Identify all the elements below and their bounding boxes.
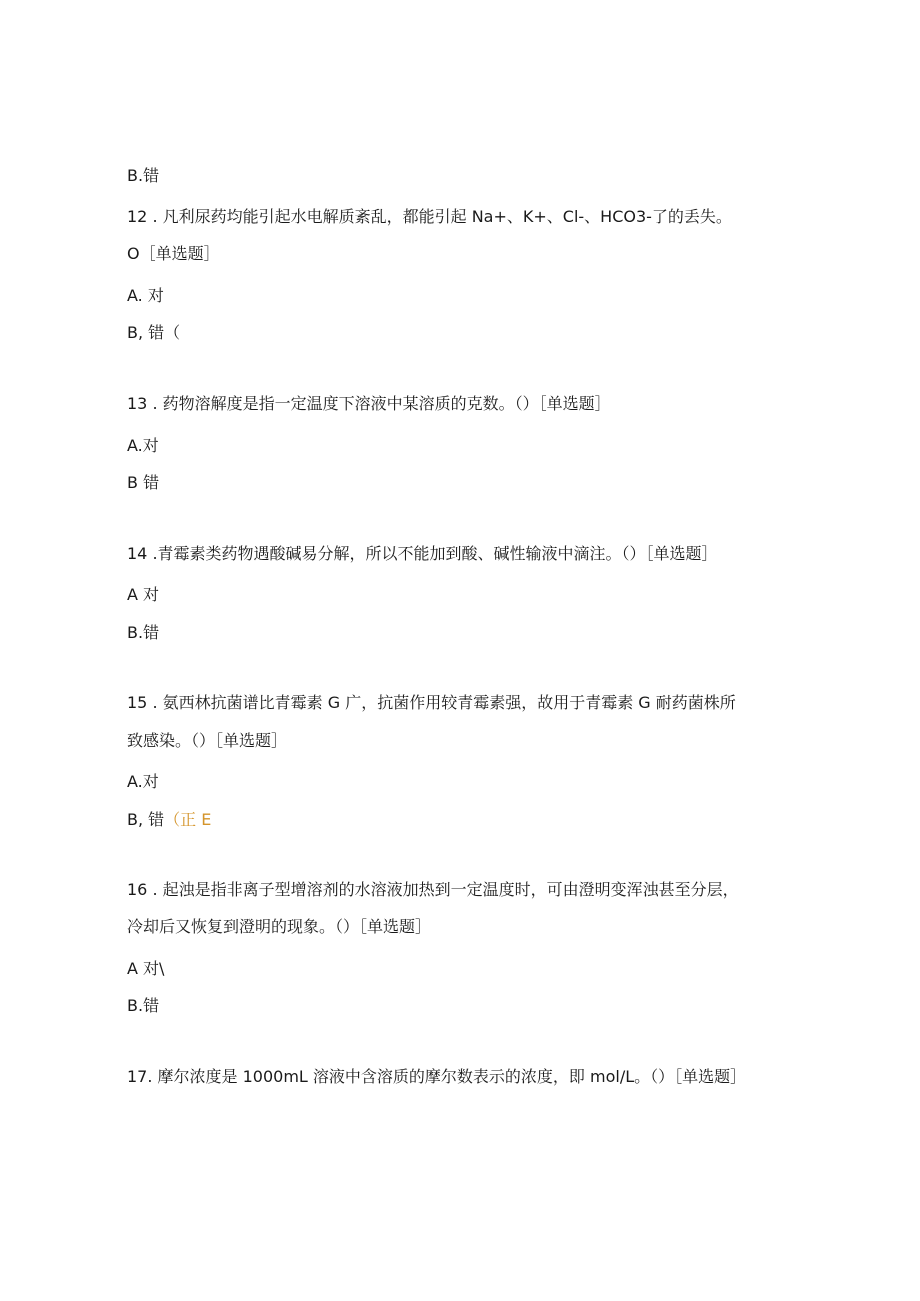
- q17-text: 17. 摩尔浓度是 1000mL 溶液中含溶质的摩尔数表示的浓度，即 mol/L。（）［单选题］: [127, 1067, 747, 1086]
- q12-type: O［单选题］: [127, 244, 220, 263]
- q14-option-a: A 对: [127, 585, 160, 604]
- q15-answer-mark: （正 E: [164, 810, 212, 829]
- q11-option-b: B.错: [127, 166, 160, 185]
- q15-text-line1: 15 . 氨西林抗菌谱比青霉素 G 广，抗菌作用较青霉素强，故用于青霉素 G 耐药菌株所: [127, 693, 736, 712]
- q15-text-line2: 致感染。（）［单选题］: [127, 731, 288, 750]
- q15-option-b: [127, 810, 211, 830]
- q13-option-a: A.对: [127, 436, 159, 455]
- q16-option-b: B.错: [127, 996, 160, 1015]
- q15-option-b-label: B, 错: [127, 810, 165, 829]
- q12-option-b: B, 错（: [127, 323, 181, 342]
- q15-option-a: A.对: [127, 772, 159, 791]
- q16-text-line2: 冷却后又恢复到澄明的现象。（）［单选题］: [127, 917, 432, 936]
- q12-text: 12 . 凡利尿药均能引起水电解质紊乱，都能引起 Na+、K+、Cl-、HCO3-了的丢失。: [127, 207, 732, 226]
- q13-text: 13 . 药物溶解度是指一定温度下溶液中某溶质的克数。（）［单选题］: [127, 394, 611, 413]
- q13-option-b: B 错: [127, 473, 160, 492]
- q12-option-a: A. 对: [127, 286, 164, 305]
- q16-text-line1: 16 . 起浊是指非离子型增溶剂的水溶液加热到一定温度时，可由澄明变浑浊甚至分层，: [127, 880, 739, 899]
- q14-option-b: B.错: [127, 623, 160, 642]
- q16-option-a: A 对\: [127, 959, 165, 978]
- q14-text: 14 .青霉素类药物遇酸碱易分解，所以不能加到酸、碱性输液中滴注。（）［单选题］: [127, 544, 718, 563]
